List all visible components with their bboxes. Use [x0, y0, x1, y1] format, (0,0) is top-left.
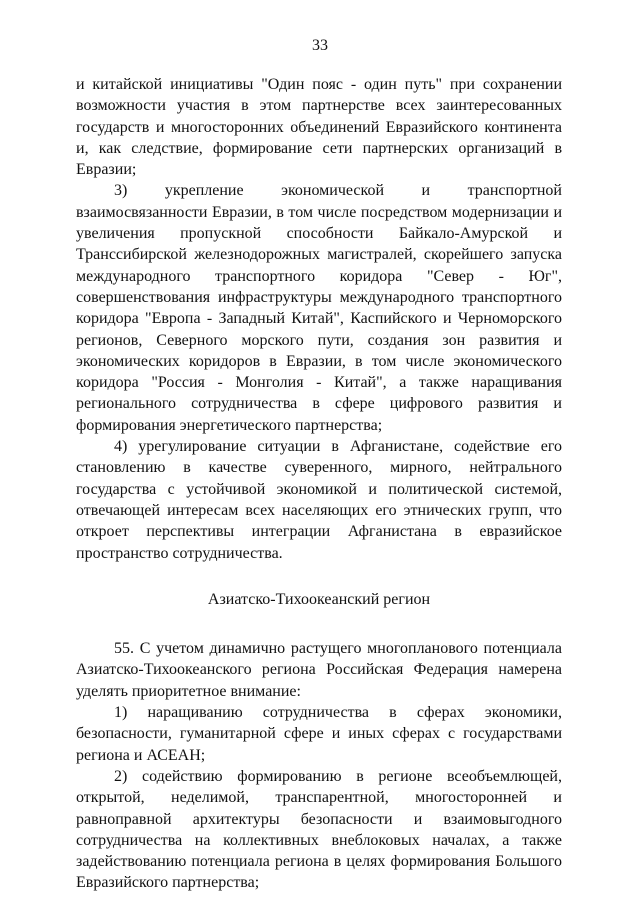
paragraph-55-intro: 55. С учетом динамично растущего многопланового потенциала Азиатско-Тихоокеанского региона Российская Федерация намерена уделять приоритетное внимание:: [76, 640, 562, 700]
paragraph-item-4: 4) урегулирование ситуации в Афганистане, содействие его становлению в качестве суверенного, мирного, нейтрального государства с устойчивой экономикой и политической системой, отвечающей интересам всех населяющих его этнических групп, что откроет перспективы интеграции Афганистана в евразийское пространство сотрудничества.: [76, 438, 562, 562]
paragraph-item-3: 3) укрепление экономической и транспортной взаимосвязанности Евразии, в том числе посредством модернизации и увеличения пропускной способности Байкало-Амурской и Транссибирской железнодорожных магистралей, скорейшего запуска международного транспортного коридора "Север - Юг", совершенствования инфраструктуры международного транспортного коридора "Европа - Западный Китай", Каспийского и Черноморского регионов, Северного морского пути, создания зон развития и экономических коридоров в Евразии, в том числе экономического коридора "Россия - Монголия - Китай", а также наращивания регионального сотрудничества в сфере цифрового развития и формирования энергетического партнерства;: [76, 182, 562, 434]
paragraph-item-2: 2) содействию формированию в регионе всеобъемлющей, открытой, неделимой, транспарентной, многосторонней и равноправной архитектуры безопасности и взаимовыгодного сотрудничества на коллективных внеблоковых началах, а также задействованию потенциала региона в целях формирования Большого Евразийского партнерства;: [76, 767, 562, 892]
page-number: 33: [312, 37, 328, 54]
document-body: [76, 74, 562, 894]
paragraph-item-1: 1) наращиванию сотрудничества в сферах экономики, безопасности, гуманитарной сфере и иных сферах с государствами региона и АСЕАН;: [76, 704, 562, 764]
paragraph-continuation: и китайской инициативы "Один пояс - один путь" при сохранении возможности участия в этом партнерстве всех заинтересованных государств и многосторонних объединений Евразийского континента и, как следствие, формирование сети партнерских организаций в Евразии;: [76, 76, 562, 179]
section-heading: Азиатско-Тихоокеанский регион: [207, 590, 431, 608]
